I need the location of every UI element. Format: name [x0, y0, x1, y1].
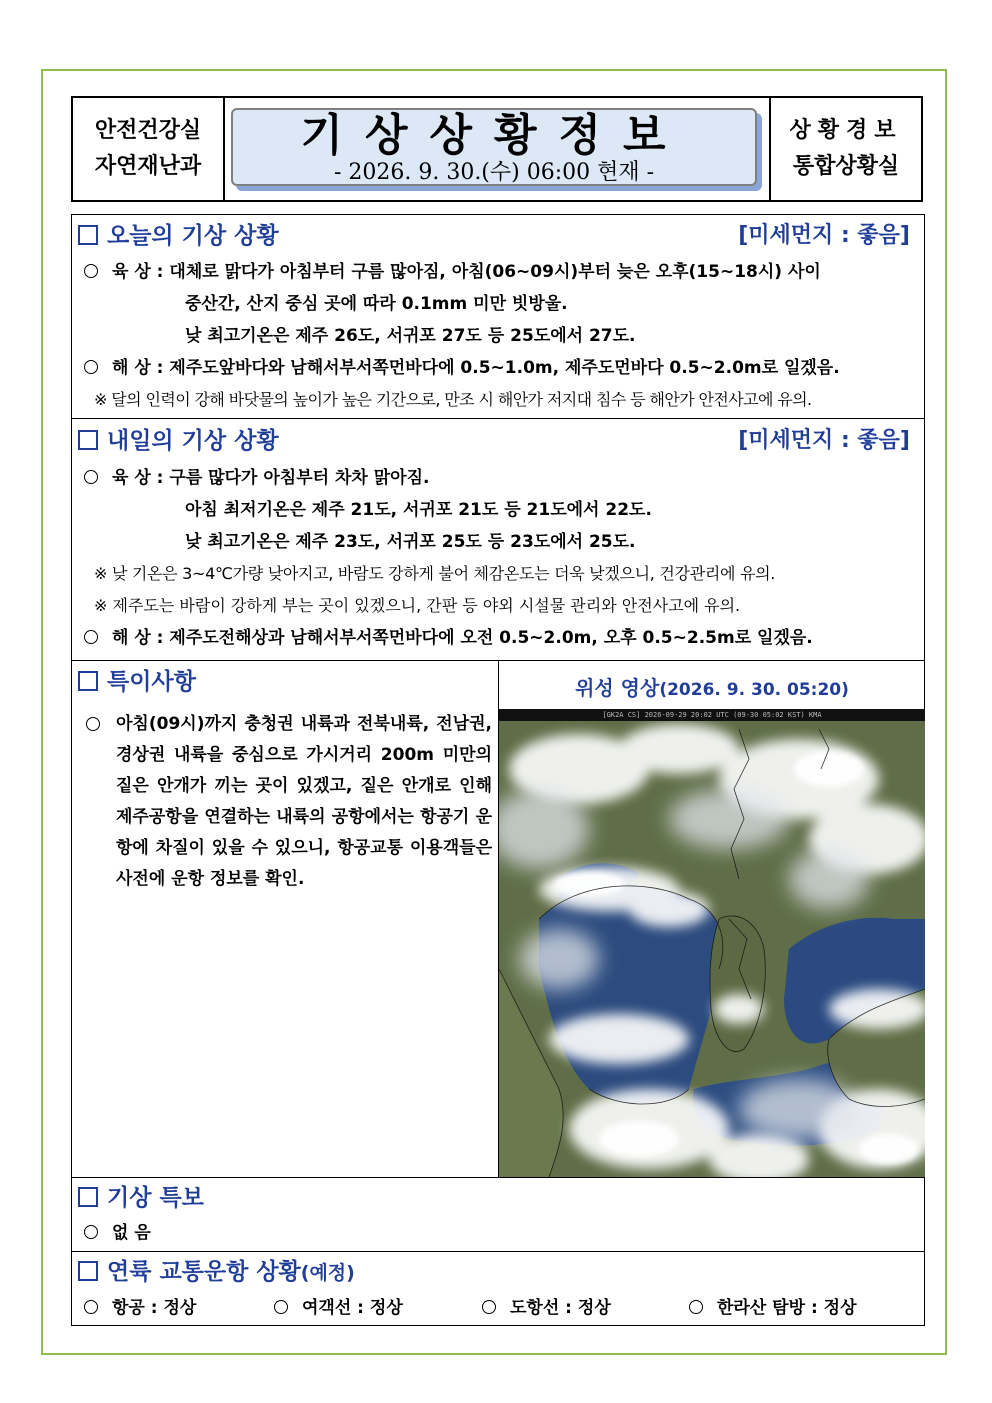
- circle-bullet-icon: [84, 470, 98, 484]
- satellite-time: (2026. 9. 30. 05:20): [659, 680, 849, 700]
- circle-bullet-icon: [482, 1300, 496, 1314]
- today-land-text1: 대체로 맑다가 아침부터 구름 많아짐, 아침(06~09시)부터 늦은 오후(15~18시) 사이: [169, 262, 821, 282]
- today-sea-text: 제주도앞바다와 남해서부서쪽먼바다에 0.5~1.0m, 제주도먼바다 0.5~2.0m로 일겠음.: [169, 358, 840, 378]
- tomorrow-note1: ※ 낮 기온은 3~4℃가량 낮아지고, 바람도 강하게 불어 체감온도는 더욱 낮겠으니, 건강관리에 유의.: [94, 564, 776, 583]
- circle-bullet-icon: [274, 1300, 288, 1314]
- tomorrow-title-text: 내일의 기상 상황: [107, 428, 279, 454]
- warning-title: [78, 1183, 204, 1213]
- warning-content: [84, 1221, 151, 1245]
- traffic-item-hallasan: [689, 1296, 857, 1320]
- tomorrow-sea-text: 제주도전해상과 남해서부서쪽먼바다에 오전 0.5~2.0m, 오후 0.5~2.5m로 일겠음.: [169, 628, 813, 648]
- title-box: [231, 108, 757, 186]
- today-title-text: 오늘의 기상 상황: [107, 223, 279, 249]
- report-date: - 2026. 9. 30.(수) 06:00 현재 -: [333, 160, 655, 185]
- circle-bullet-icon: [84, 360, 98, 374]
- traffic-air-text: 항공 : 정상: [112, 1298, 197, 1318]
- satellite-map-graphic: [499, 709, 925, 1177]
- office-line2: 통합상황실: [792, 154, 900, 179]
- checkbox-icon: [78, 225, 98, 245]
- checkbox-icon: [78, 1187, 98, 1207]
- report-body: [71, 214, 925, 1326]
- tomorrow-sea-line: [84, 626, 813, 650]
- tomorrow-dust-status: [미세먼지 : 좋음]: [738, 428, 910, 453]
- traffic-title-text: 연륙 교통운항 상황: [107, 1259, 301, 1285]
- checkbox-icon: [78, 671, 98, 691]
- circle-bullet-icon: [689, 1300, 703, 1314]
- tomorrow-land-text1: 구름 많다가 아침부터 차차 맑아짐.: [169, 468, 430, 488]
- today-sea-line: [84, 356, 840, 380]
- traffic-title: [78, 1257, 355, 1287]
- tomorrow-land-line3: 낮 최고기온은 제주 23도, 서귀포 25도 등 23도에서 25도.: [185, 532, 636, 552]
- satellite-caption: [GK2A CS] 2026-09-29 20:02 UTC (09-30 05:02 KST) KMA: [499, 709, 925, 721]
- department-line1: 안전건강실: [94, 118, 202, 143]
- warning-title-text: 기상 특보: [107, 1185, 204, 1211]
- today-title: [78, 221, 279, 251]
- today-note: ※ 달의 인력이 강해 바닷물의 높이가 높은 기간으로, 만조 시 해안가 저지대 침수 등 해안가 안전사고에 유의.: [94, 390, 812, 409]
- traffic-item-island-boat: [482, 1296, 611, 1320]
- satellite-image: [499, 709, 925, 1177]
- traffic-title-suffix: (예정): [300, 1262, 355, 1284]
- circle-bullet-icon: [84, 1300, 98, 1314]
- today-land-line3: 낮 최고기온은 제주 26도, 서귀포 27도 등 25도에서 27도.: [185, 326, 636, 346]
- department-label: [73, 98, 225, 200]
- tomorrow-note2: ※ 제주도는 바람이 강하게 부는 곳이 있겠으니, 간판 등 야외 시설물 관리와 안전사고에 유의.: [94, 596, 741, 615]
- today-section: [72, 215, 924, 419]
- traffic-island-boat-text: 도항선 : 정상: [510, 1298, 611, 1318]
- sea-label: 해 상 :: [112, 628, 164, 648]
- traffic-hallasan-text: 한라산 탐방 : 정상: [717, 1298, 857, 1318]
- today-dust-status: [미세먼지 : 좋음]: [738, 223, 910, 248]
- land-label: 육 상 :: [112, 262, 164, 282]
- circle-bullet-icon: [86, 717, 100, 731]
- office-line1: 상황경보: [789, 118, 903, 143]
- special-notice: [86, 709, 492, 895]
- circle-bullet-icon: [84, 1225, 98, 1239]
- report-header: [71, 96, 923, 202]
- page-title: 기상상황정보: [300, 110, 688, 161]
- satellite-title: [500, 673, 924, 705]
- checkbox-icon: [78, 1261, 98, 1281]
- traffic-item-ferry: [274, 1296, 403, 1320]
- traffic-item-air: [84, 1296, 196, 1320]
- today-land-line1: [84, 260, 821, 284]
- warning-section: [72, 1177, 924, 1252]
- sea-label: 해 상 :: [112, 358, 164, 378]
- tomorrow-land-line1: [84, 466, 429, 490]
- satellite-title-text: 위성 영상: [575, 676, 660, 700]
- department-line2: 자연재난과: [94, 154, 202, 179]
- land-label: 육 상 :: [112, 468, 164, 488]
- special-title-text: 특이사항: [107, 669, 196, 695]
- traffic-ferry-text: 여객선 : 정상: [302, 1298, 403, 1318]
- special-title: [78, 667, 196, 697]
- circle-bullet-icon: [84, 264, 98, 278]
- tomorrow-title: [78, 426, 279, 456]
- office-label: [769, 98, 921, 200]
- tomorrow-section: [72, 419, 924, 661]
- today-land-line2: 중산간, 산지 중심 곳에 따라 0.1mm 미만 빗방울.: [185, 294, 568, 314]
- warning-content-text: 없 음: [112, 1223, 151, 1243]
- checkbox-icon: [78, 430, 98, 450]
- tomorrow-land-line2: 아침 최저기온은 제주 21도, 서귀포 21도 등 21도에서 22도.: [185, 500, 652, 520]
- circle-bullet-icon: [84, 630, 98, 644]
- special-text: 아침(09시)까지 충청권 내륙과 전북내륙, 전남권, 경상권 내륙을 중심으로 가시거리 200m 미만의 짙은 안개가 끼는 곳이 있겠고, 짙은 안개로 인해 제주공항을 연결하는 내륙의 공항에서는 항공기 운항에 차질이 있을 수 있으니, 항공교통 이용객들은 사전에 운항 정보를 확인.: [116, 714, 492, 889]
